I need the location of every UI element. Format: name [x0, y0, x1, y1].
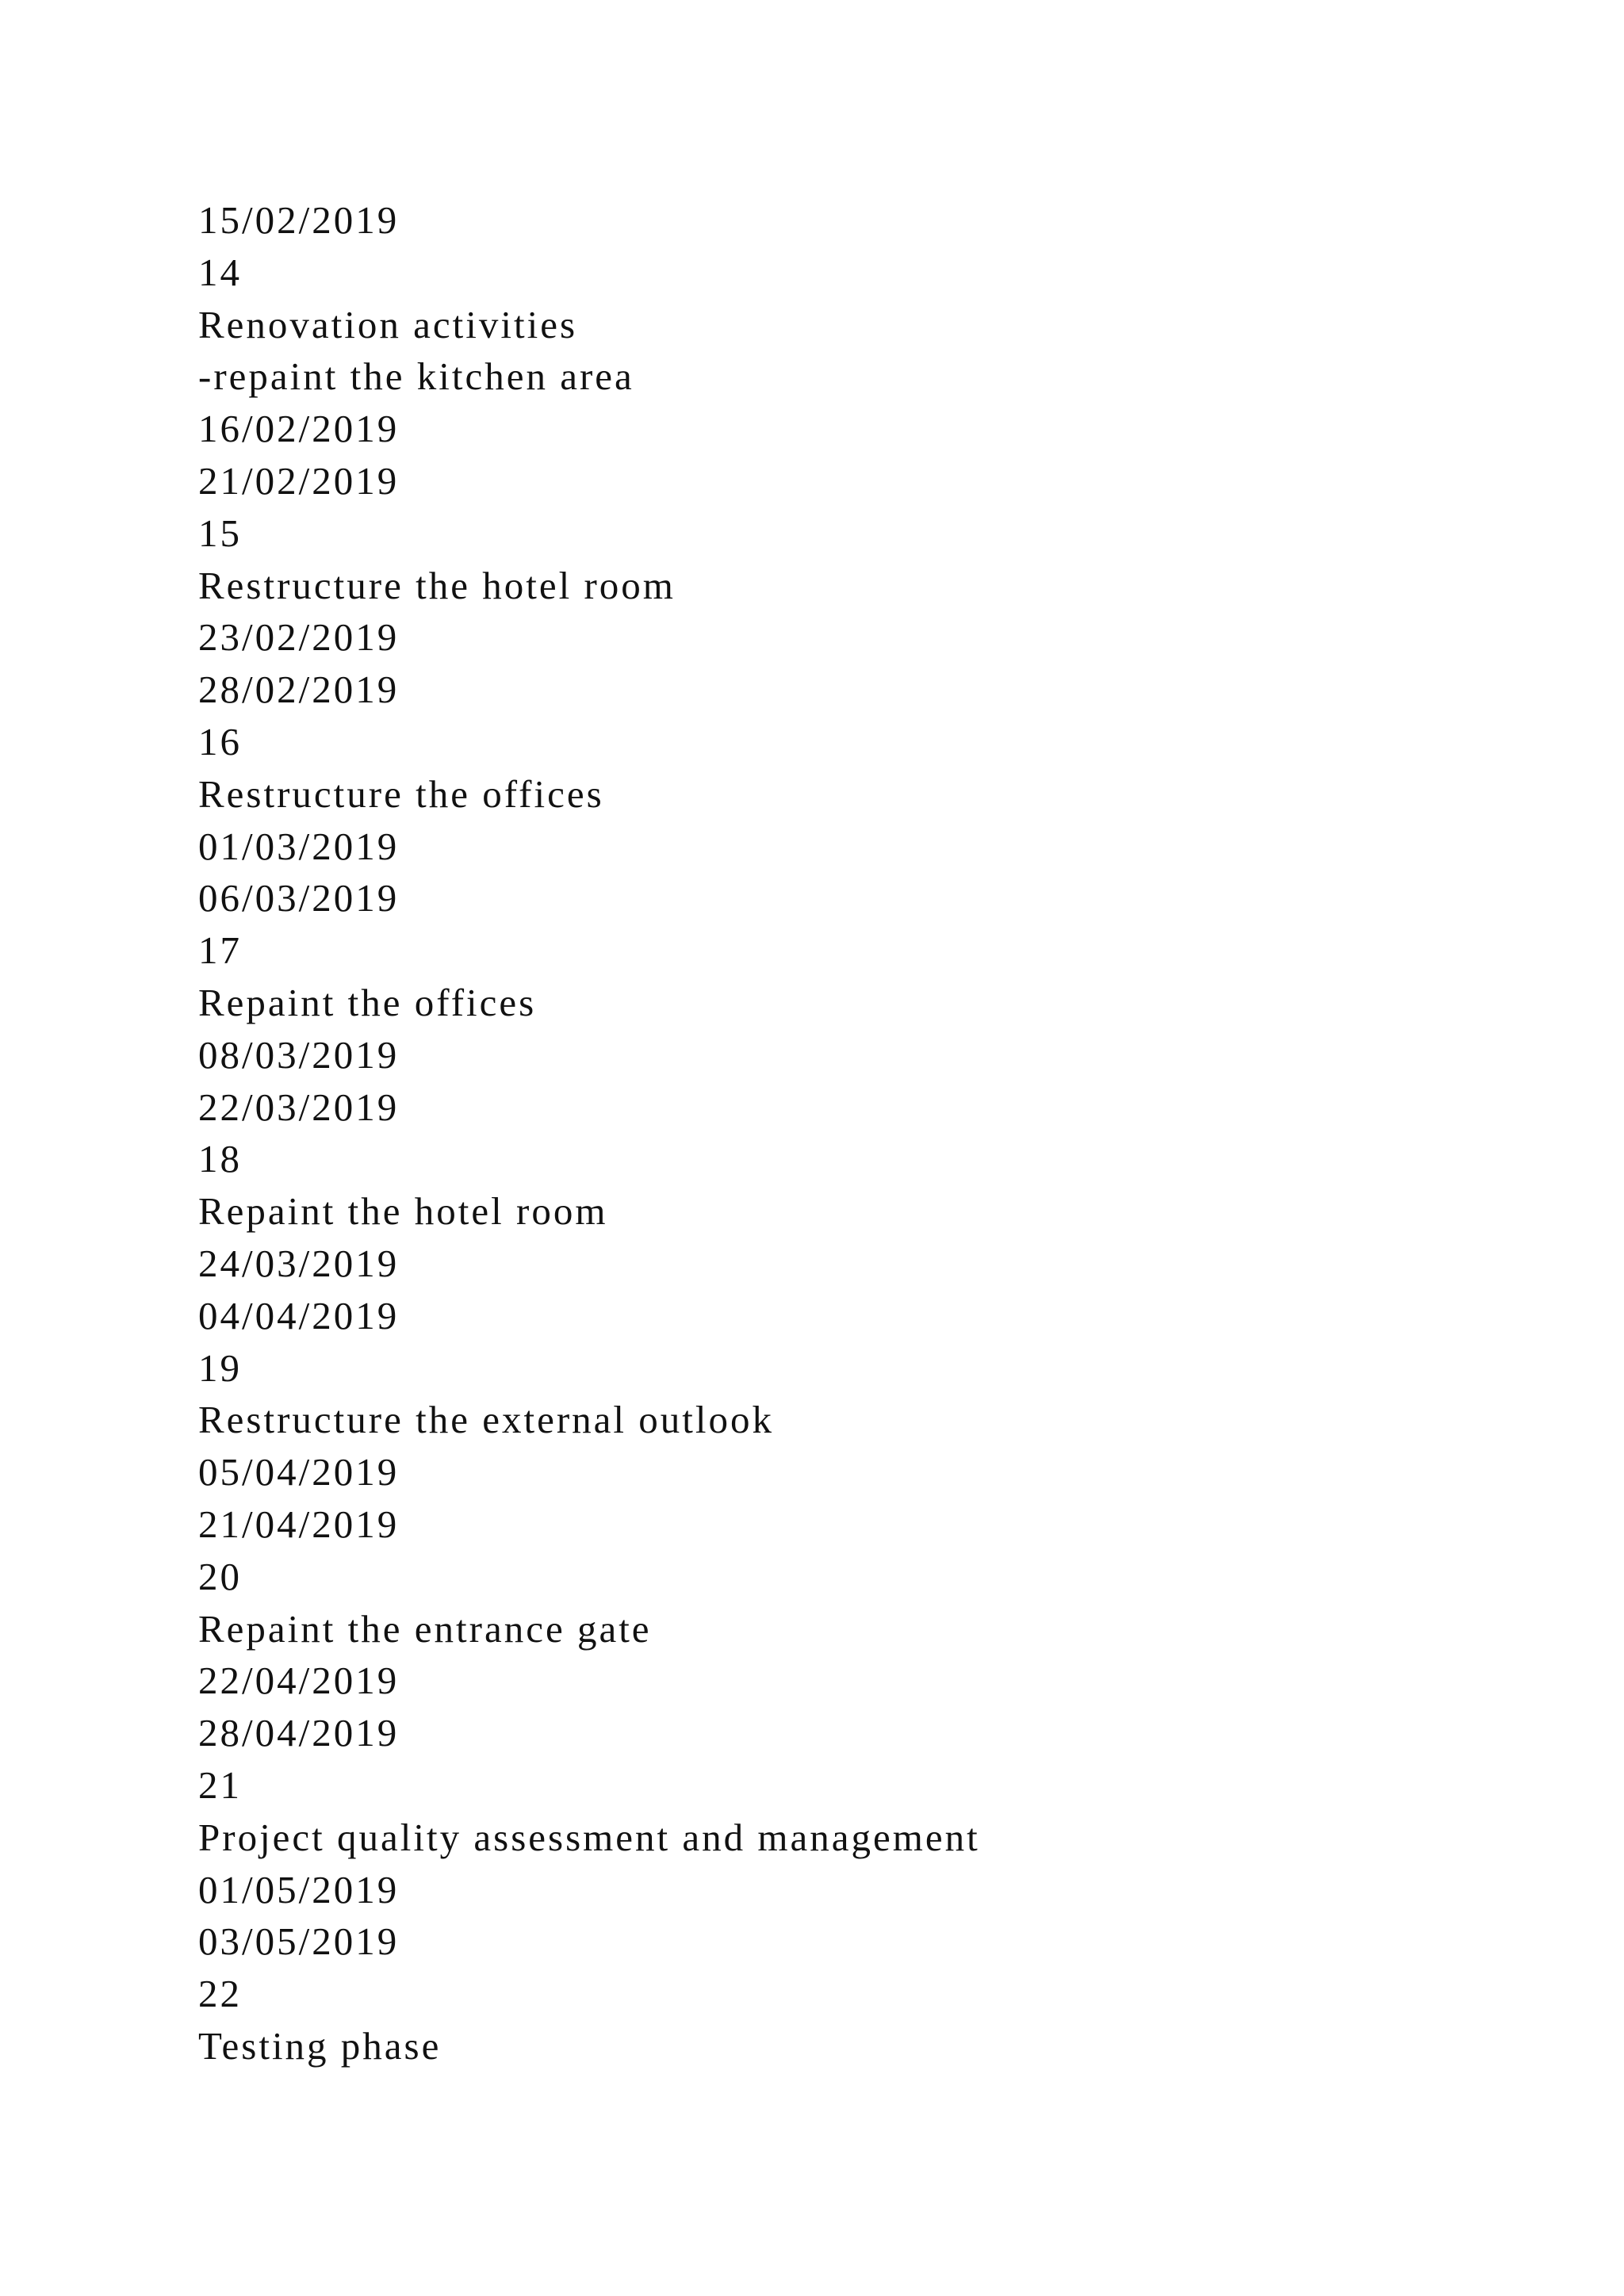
task-number: 19: [198, 1345, 242, 1390]
task-number: 17: [198, 928, 242, 973]
start-date: 16/02/2019: [198, 407, 400, 451]
start-date: 05/04/2019: [198, 1450, 400, 1494]
end-date: 06/03/2019: [198, 876, 400, 920]
end-date: 04/04/2019: [198, 1293, 400, 1337]
task-number: 18: [198, 1137, 242, 1181]
start-date: 23/02/2019: [198, 615, 400, 660]
start-date: 08/03/2019: [198, 1032, 400, 1077]
task-number: 15: [198, 511, 242, 555]
end-date: 28/02/2019: [198, 668, 400, 712]
start-date: 01/03/2019: [198, 824, 400, 868]
task-number: 16: [198, 719, 242, 763]
end-date: 21/02/2019: [198, 458, 400, 503]
task-name: Repaint the offices: [198, 980, 537, 1024]
task-name: Repaint the hotel room: [198, 1189, 608, 1234]
end-date: 03/05/2019: [198, 1919, 400, 1964]
task-subitem: -repaint the kitchen area: [198, 354, 634, 399]
task-name: Restructure the hotel room: [198, 563, 676, 607]
end-date: 28/04/2019: [198, 1711, 400, 1755]
start-date: 01/05/2019: [198, 1867, 400, 1911]
task-name: Restructure the external outlook: [198, 1398, 774, 1442]
start-date: 24/03/2019: [198, 1241, 400, 1285]
task-name: Restructure the offices: [198, 771, 604, 816]
document-body: [198, 194, 980, 2072]
task-number: 20: [198, 1554, 242, 1598]
task-number: 22: [198, 1972, 242, 2016]
end-date: 22/03/2019: [198, 1085, 400, 1129]
task-number: 21: [198, 1762, 242, 1807]
task-name: Testing phase: [198, 2023, 442, 2068]
end-date: 21/04/2019: [198, 1502, 400, 1546]
task-name: Repaint the entrance gate: [198, 1606, 652, 1651]
task-name: Project quality assessment and management: [198, 1815, 980, 1859]
task-number: 14: [198, 250, 242, 294]
date-line: 15/02/2019: [198, 198, 400, 242]
start-date: 22/04/2019: [198, 1659, 400, 1703]
task-name: Renovation activities: [198, 302, 578, 346]
